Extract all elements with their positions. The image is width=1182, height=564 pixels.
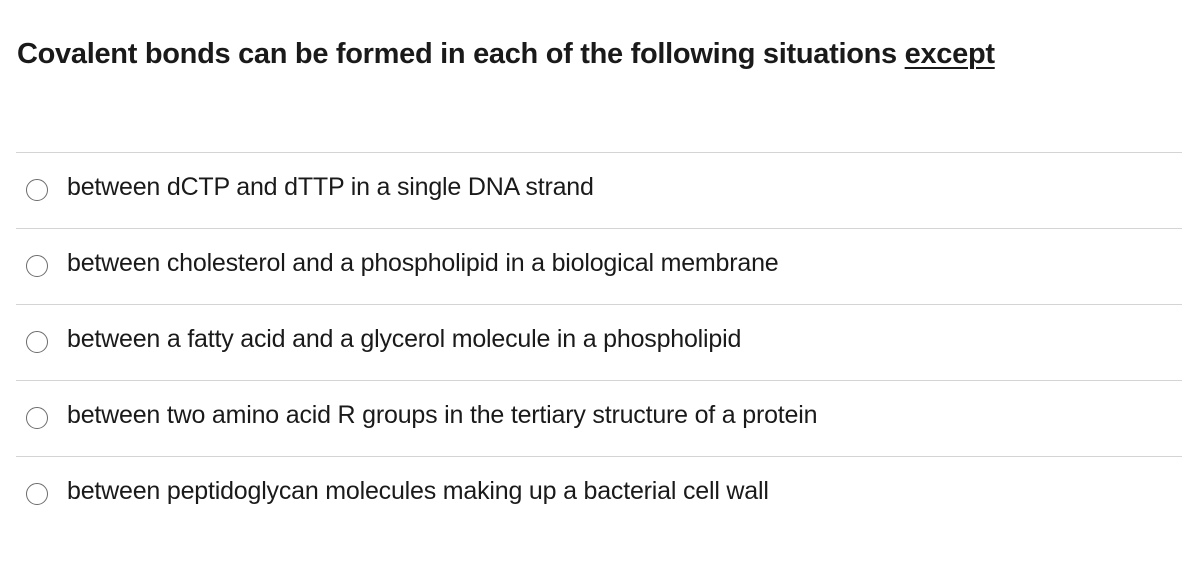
answer-option-label-5[interactable]: between peptidoglycan molecules making up a bacterial cell wall <box>67 477 769 505</box>
radio-button-2[interactable] <box>26 255 48 277</box>
radio-button-4[interactable] <box>26 407 48 429</box>
answer-option-1[interactable] <box>16 152 1182 228</box>
answer-option-2[interactable] <box>16 228 1182 304</box>
answer-option-label-4[interactable]: between two amino acid R groups in the tertiary structure of a protein <box>67 401 818 429</box>
question-prompt <box>17 38 995 71</box>
answer-option-label-3[interactable]: between a fatty acid and a glycerol molecule in a phospholipid <box>67 325 742 353</box>
radio-button-3[interactable] <box>26 331 48 353</box>
radio-button-1[interactable] <box>26 179 48 201</box>
answer-options <box>16 152 1182 532</box>
question-text: Covalent bonds can be formed in each of the following situations <box>17 38 897 70</box>
radio-button-5[interactable] <box>26 483 48 505</box>
question-emphasis: except <box>904 38 995 70</box>
answer-option-3[interactable] <box>16 304 1182 380</box>
answer-option-4[interactable] <box>16 380 1182 456</box>
answer-option-5[interactable] <box>16 456 1182 532</box>
answer-option-label-1[interactable]: between dCTP and dTTP in a single DNA strand <box>67 173 594 201</box>
answer-option-label-2[interactable]: between cholesterol and a phospholipid in a biological membrane <box>67 249 779 277</box>
